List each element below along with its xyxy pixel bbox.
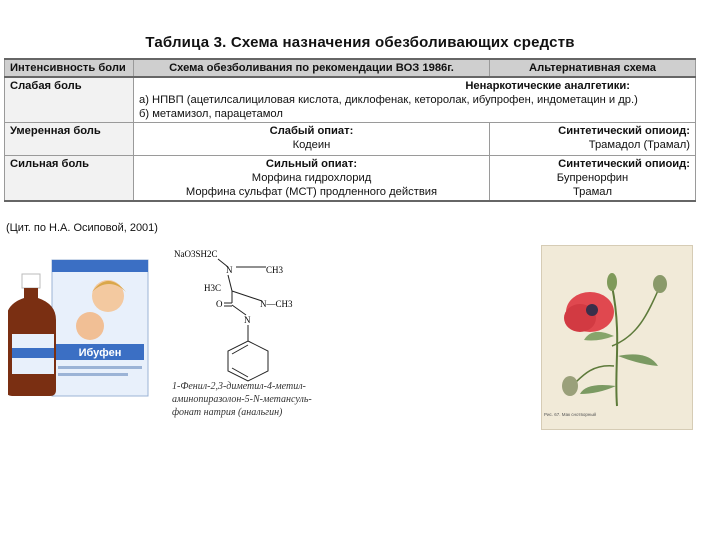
seed-pod — [562, 376, 578, 396]
oxo-label: O — [216, 299, 223, 309]
stem — [612, 286, 660, 346]
mild-line-b: б) метамизол, парацетамол — [139, 108, 283, 120]
severe-alt-cell — [490, 156, 696, 202]
severe-who-drug-1: Морфина гидрохлорид — [251, 172, 372, 184]
severe-alt-drug-1: Бупренорфин — [556, 172, 629, 184]
moderate-alt-drug: Трамадол (Трамал) — [588, 139, 690, 151]
n-top-label: N — [226, 265, 233, 275]
n-ch3-label: N—CH3 — [260, 299, 293, 309]
bottle-cap — [22, 274, 40, 288]
child-face-1 — [92, 280, 124, 312]
moderate-alt-cell — [490, 123, 696, 156]
severe-who-heading: Сильный опиат: — [265, 158, 358, 170]
page-title: Таблица 3. Схема назначения обезболивающих средств — [145, 34, 575, 51]
flower-bud — [607, 273, 617, 291]
poppy-drawing — [542, 246, 692, 411]
moderate-who-cell — [134, 123, 490, 156]
caption-line-1: 1-Фенил-2,3-диметил-4-метил- — [172, 381, 306, 392]
moderate-who-drug: Кодеин — [292, 139, 331, 151]
caption-line-3: фонат натрия (анальгин) — [172, 407, 283, 418]
mild-heading: Ненаркотические аналгетики: — [465, 80, 630, 92]
brand-label: Ибуфен — [78, 347, 122, 359]
severe-who-cell — [134, 156, 490, 202]
flower-center — [586, 304, 598, 316]
row-label-severe: Сильная боль — [5, 156, 134, 202]
leaf — [618, 354, 658, 366]
seed-pod — [653, 275, 667, 293]
bottle-label-band — [12, 348, 54, 358]
poppy-illustration — [541, 245, 693, 430]
box-text-line — [58, 373, 128, 376]
header-alternative-scheme: Альтернативная схема — [490, 59, 696, 77]
mild-line-a: а) НПВП (ацетилсалициловая кислота, диклофенак, кеторолак, ибупрофен, индометацин и др.) — [139, 94, 638, 106]
stem — [572, 366, 614, 386]
citation: (Цит. по Н.А. Осиповой, 2001) — [6, 222, 158, 234]
header-pain-intensity: Интенсивность боли — [5, 59, 134, 77]
child-face-2 — [76, 312, 104, 340]
bond — [228, 275, 232, 291]
severe-who-drug-2: Морфина сульфат (МСТ) продленного действия — [185, 186, 438, 198]
h3c-label: H3C — [204, 283, 222, 293]
row-label-mild: Слабая боль — [5, 77, 134, 123]
bond — [232, 291, 262, 301]
table-row-severe — [5, 156, 696, 202]
moderate-alt-heading: Синтетический опиоид: — [558, 125, 690, 137]
poppy-caption: Рис. 67. Мак снотворный — [544, 412, 597, 417]
moderate-who-heading: Слабый опиат: — [269, 125, 354, 137]
box-text-line — [58, 366, 142, 369]
caption-line-2: аминопиразолон-5-N-метансуль- — [172, 394, 312, 405]
ch3-top-label: CH3 — [266, 265, 284, 275]
bond — [232, 305, 246, 315]
severe-alt-heading: Синтетический опиоид: — [558, 158, 690, 170]
row-label-moderate: Умеренная боль — [5, 123, 134, 156]
ibufen-product-photo — [8, 256, 156, 400]
leaf — [580, 385, 616, 394]
analgesic-scheme-table — [4, 58, 696, 202]
chemical-name-caption — [172, 380, 342, 419]
table-row-moderate — [5, 123, 696, 156]
product-box-top — [52, 260, 148, 272]
n-bottom-label: N — [244, 315, 251, 325]
substituent-label: NaO3SH2C — [174, 249, 218, 259]
table-row-mild — [5, 77, 696, 123]
phenyl-ring — [228, 341, 268, 381]
bond — [232, 345, 248, 354]
table-header-row — [5, 59, 696, 77]
severe-alt-drug-2: Трамал — [572, 186, 613, 198]
mild-cell — [134, 77, 696, 123]
header-who-scheme: Схема обезболивания по рекомендации ВОЗ 1986г. — [134, 59, 490, 77]
bond — [232, 368, 248, 377]
leaf — [584, 332, 614, 341]
